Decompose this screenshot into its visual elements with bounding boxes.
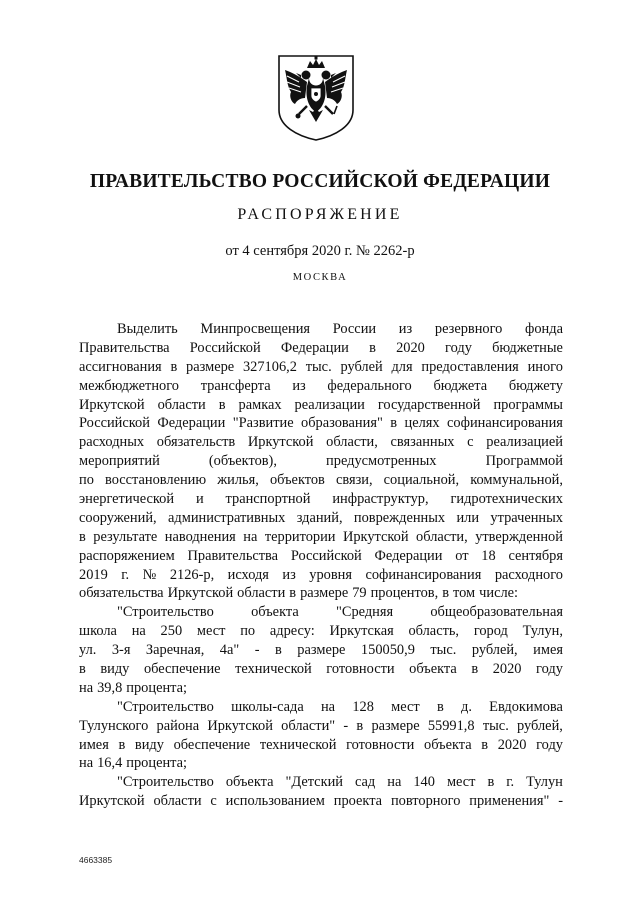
word: распоряжением: [79, 547, 175, 564]
word: 2126-р,: [169, 566, 215, 583]
word: целях: [404, 415, 440, 432]
word: 250: [160, 623, 183, 640]
word: объекта: [225, 774, 274, 791]
word: "Развитие: [232, 415, 294, 432]
word: тыс.: [430, 642, 457, 659]
word: в: [369, 339, 376, 356]
word: Российской: [290, 547, 362, 564]
word: -: [343, 717, 349, 734]
document-code: 4663385: [79, 855, 113, 865]
word: Минпросвещения: [200, 321, 311, 337]
word: бюджетные: [492, 339, 563, 356]
word: школа: [79, 623, 117, 640]
word: исходя: [227, 566, 269, 583]
body-line: [79, 471, 563, 490]
word: Правительства: [187, 547, 279, 564]
document-city: МОСКВА: [292, 272, 348, 283]
word: Тулун: [526, 774, 563, 791]
body-line: [79, 717, 563, 736]
word: Программой: [485, 453, 563, 470]
word: в: [442, 585, 449, 602]
word: область,: [408, 623, 460, 640]
word: Евдокимова: [489, 698, 563, 715]
word: области": [281, 717, 336, 734]
word: процента;: [126, 755, 188, 772]
word: имея: [533, 642, 563, 659]
word: 150050,9: [360, 642, 415, 659]
word: процента;: [126, 679, 188, 696]
word: Тулунского: [79, 717, 149, 734]
word: 3-я: [111, 642, 131, 659]
body-line: [79, 547, 563, 566]
body-line: [79, 528, 563, 547]
word: (объектов),: [208, 453, 277, 470]
word: Иркутской: [167, 585, 234, 602]
word: тыс.: [305, 358, 332, 375]
word: виду: [100, 661, 130, 678]
word: году: [536, 736, 563, 753]
word: году: [536, 661, 563, 678]
word: Иркутской: [247, 434, 314, 451]
word: в: [79, 528, 86, 545]
word: в: [218, 396, 226, 413]
word: технической: [259, 736, 337, 753]
word: связанных: [390, 434, 455, 451]
word: расходного: [494, 566, 563, 583]
word: обязательств: [156, 434, 236, 451]
russian-coat-of-arms-icon: [273, 52, 359, 142]
body-line: [79, 603, 563, 622]
word: из: [282, 566, 296, 583]
word: адресу:: [269, 623, 315, 640]
word: размере: [300, 585, 349, 602]
word: поврежденных: [353, 509, 446, 526]
word: трансферта: [200, 377, 271, 394]
word: в: [275, 642, 282, 659]
word: Иркутской: [79, 793, 145, 810]
word: реализацией: [486, 434, 563, 451]
word: том: [452, 585, 476, 602]
word: программы: [493, 396, 563, 413]
document-type: РАСПОРЯЖЕНИЕ: [237, 206, 403, 223]
word: или: [456, 509, 480, 526]
body-line: [79, 320, 563, 339]
word: г.: [121, 566, 130, 583]
body-line: [79, 641, 563, 660]
word: из: [398, 321, 413, 337]
word: Иркутской: [342, 528, 409, 545]
word: "Строительство: [117, 604, 214, 621]
government-title: ПРАВИТЕЛЬСТВО РОССИЙСКОЙ ФЕДЕРАЦИИ: [89, 171, 551, 192]
word: 2020: [396, 339, 425, 356]
word: с: [210, 793, 217, 810]
word: обеспечение: [173, 736, 251, 753]
word: в: [118, 736, 126, 753]
word: сад: [354, 774, 376, 791]
word: "Детский: [285, 774, 343, 791]
word: связи,: [335, 472, 373, 489]
word: Иркутской: [207, 717, 273, 734]
body-line: [79, 433, 563, 452]
word: виду: [134, 736, 164, 753]
word: социальной,: [383, 472, 460, 489]
body-line: [79, 396, 563, 415]
word: 2020: [497, 736, 527, 753]
body-line: [79, 452, 563, 471]
body-line: [79, 490, 563, 509]
word: 140: [413, 774, 435, 791]
word: наводнения: [164, 528, 236, 545]
word: обеспечение: [143, 661, 221, 678]
word: году: [445, 339, 472, 356]
word: Российской: [189, 339, 261, 356]
word: в: [356, 717, 364, 734]
word: России: [332, 321, 377, 337]
word: утвержденной: [475, 528, 563, 545]
word: результате: [93, 528, 158, 545]
word: Иркутская: [329, 623, 394, 640]
word: в: [436, 698, 444, 715]
body-line: [79, 414, 563, 433]
word: "Средняя: [335, 604, 394, 621]
word: объекта: [424, 736, 472, 753]
word: мест: [391, 698, 420, 715]
word: готовности: [326, 661, 395, 678]
word: Правительства: [79, 339, 170, 356]
word: -: [558, 793, 563, 810]
word: обязательства: [79, 585, 164, 602]
word: 79: [352, 585, 367, 602]
word: в: [79, 661, 86, 678]
word: размере: [297, 642, 346, 659]
word: уровня: [309, 566, 352, 583]
word: административных: [168, 509, 286, 526]
word: резервного: [434, 321, 503, 337]
word: применения": [469, 793, 550, 810]
body-line: [79, 566, 563, 585]
word: готовности: [346, 736, 415, 753]
word: предусмотренных: [326, 453, 437, 470]
word: рублей,: [517, 717, 563, 734]
body-line: [79, 679, 563, 698]
word: 39,8: [97, 679, 123, 696]
word: мест: [446, 774, 476, 791]
word: в: [289, 585, 297, 602]
document-date-number: от 4 сентября 2020 г. № 2262-р: [225, 243, 415, 259]
word: ул.: [79, 642, 97, 659]
word: утраченных: [490, 509, 563, 526]
word: Тулун,: [522, 623, 563, 640]
word: межбюджетного: [79, 377, 179, 394]
word: размере: [371, 717, 420, 734]
word: на: [79, 679, 94, 696]
word: Федерации: [374, 547, 443, 564]
word: 2019: [79, 566, 108, 583]
body-line: [79, 698, 563, 717]
word: рамках: [238, 396, 282, 413]
word: области: [153, 793, 202, 810]
word: фонда: [525, 321, 563, 337]
word: области: [157, 396, 206, 413]
word: Федерации: [157, 415, 226, 432]
word: 18: [481, 547, 496, 564]
word: проекта: [333, 793, 383, 810]
word: город: [473, 623, 508, 640]
word: 16,4: [97, 755, 123, 772]
word: общеобразовательная: [430, 604, 563, 621]
word: числе:: [479, 585, 519, 602]
word: мероприятий: [79, 453, 160, 470]
word: жилья,: [217, 472, 259, 489]
word: тыс.: [482, 717, 509, 734]
word: территории: [264, 528, 336, 545]
word: "Строительство: [117, 698, 214, 715]
word: гидротехнических: [450, 491, 563, 508]
coat-of-arms-emblem: [273, 52, 359, 142]
word: от: [455, 547, 469, 564]
word: области,: [416, 528, 468, 545]
word: района: [156, 717, 200, 734]
word: повторного: [390, 793, 461, 810]
word: в: [170, 358, 178, 375]
word: по: [240, 623, 256, 640]
word: на: [243, 528, 258, 545]
body-line: [79, 736, 563, 755]
word: имея: [79, 736, 109, 753]
word: зданий,: [296, 509, 343, 526]
word: образования": [301, 415, 383, 432]
word: расходных: [79, 434, 145, 451]
word: сооружений,: [79, 509, 157, 526]
body-line: [79, 754, 563, 773]
word: в: [487, 774, 495, 791]
word: 4а": [219, 642, 240, 659]
word: иного: [527, 358, 563, 375]
word: в: [481, 736, 489, 753]
word: Заречная,: [145, 642, 205, 659]
word: софинансирования: [447, 415, 563, 432]
word: в: [390, 415, 398, 432]
word: области: [237, 585, 286, 602]
word: размере: [186, 358, 235, 375]
word: коммунальной,: [470, 472, 563, 489]
word: на: [131, 623, 146, 640]
word: из: [292, 377, 306, 394]
word: энергетической: [79, 491, 175, 508]
word: объекта: [251, 604, 299, 621]
word: бюджету: [508, 377, 563, 394]
word: 327106,2: [242, 358, 297, 375]
word: в: [471, 661, 479, 678]
word: на: [79, 755, 94, 772]
body-line: [79, 622, 563, 641]
word: реализации: [294, 396, 365, 413]
body-line: [79, 773, 563, 792]
word: области,: [326, 434, 378, 451]
word: технической: [235, 661, 312, 678]
body-line: [79, 339, 563, 358]
word: г.: [506, 774, 515, 791]
word: государственной: [377, 396, 481, 413]
word: с: [467, 434, 474, 451]
word: на: [387, 774, 402, 791]
word: 55991,8: [427, 717, 475, 734]
word: д.: [461, 698, 472, 715]
word: сентября: [508, 547, 563, 564]
word: инфраструктур,: [332, 491, 429, 508]
word: объектов: [269, 472, 325, 489]
word: -: [254, 642, 260, 659]
word: Выделить: [117, 321, 178, 337]
word: объекта: [409, 661, 457, 678]
body-line: [79, 358, 563, 377]
body-line: [79, 660, 563, 679]
word: Иркутской: [79, 396, 145, 413]
word: на: [320, 698, 336, 715]
document-body: [79, 320, 563, 811]
body-line: [79, 584, 563, 603]
word: предоставления: [421, 358, 519, 375]
word: процентов,: [370, 585, 439, 602]
word: №: [142, 566, 157, 583]
body-line: [79, 792, 563, 811]
word: школы-сада: [231, 698, 304, 715]
body-line: [79, 509, 563, 528]
word: Федерации: [280, 339, 349, 356]
word: по: [79, 472, 94, 489]
word: и: [195, 491, 204, 508]
word: бюджета: [433, 377, 488, 394]
word: рублей,: [471, 642, 518, 659]
word: "Строительство: [117, 774, 214, 791]
word: 128: [352, 698, 374, 715]
word: транспортной: [225, 491, 311, 508]
body-line: [79, 377, 563, 396]
word: Российской: [79, 415, 150, 432]
word: софинансирования: [365, 566, 482, 583]
word: 2020: [492, 661, 522, 678]
word: федерального: [327, 377, 412, 394]
word: рублей: [340, 358, 383, 375]
word: мест: [196, 623, 226, 640]
word: для: [391, 358, 413, 375]
word: использованием: [225, 793, 325, 810]
word: ассигнования: [79, 358, 162, 375]
word: восстановлению: [105, 472, 207, 489]
